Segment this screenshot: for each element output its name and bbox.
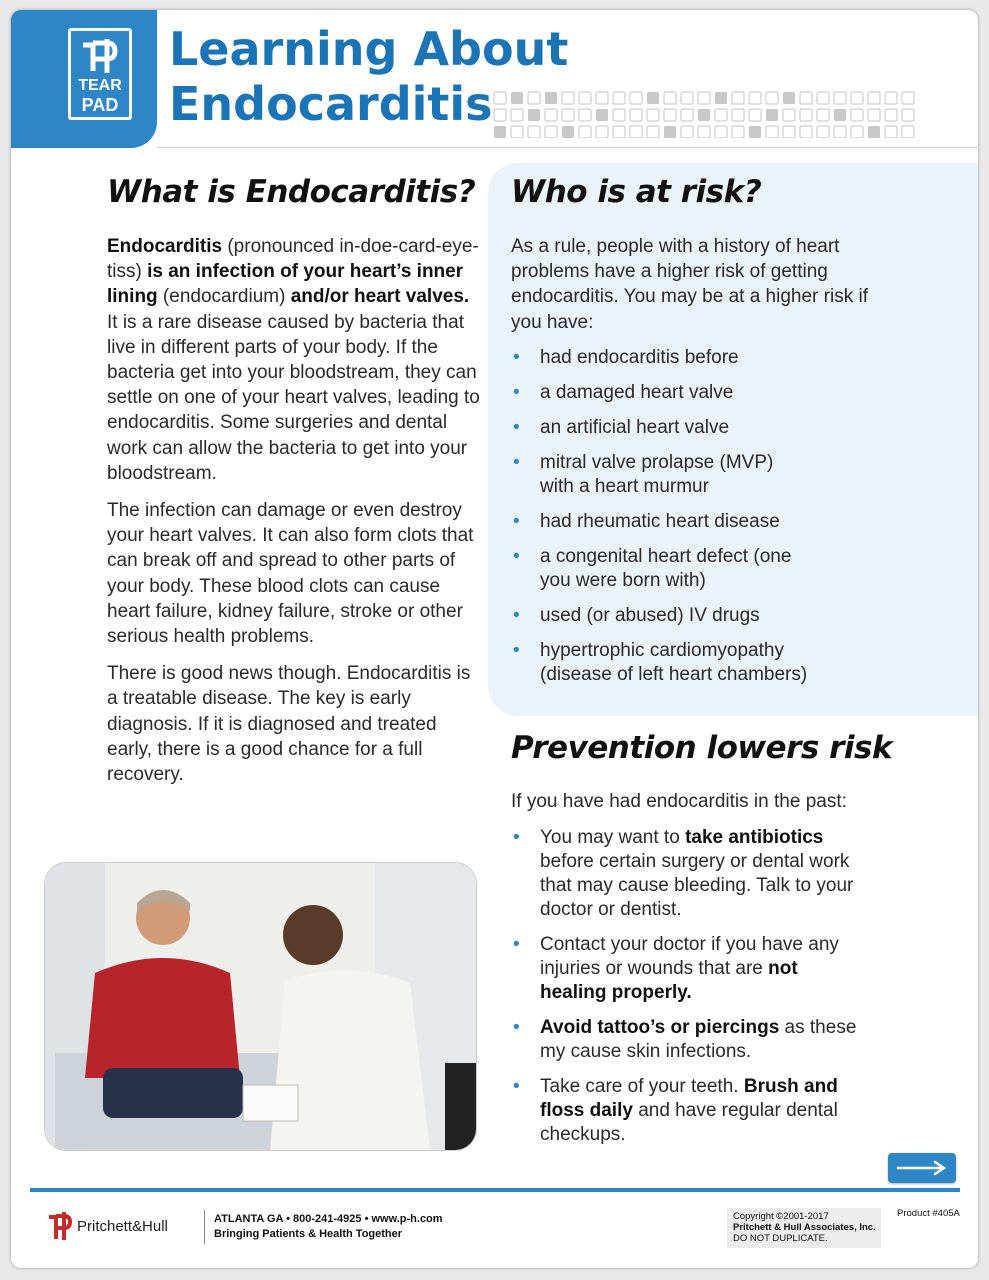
grid-square [902, 126, 914, 138]
grid-square [511, 109, 523, 121]
grid-square [749, 109, 761, 121]
copyright-box [727, 1208, 881, 1248]
grid-square [715, 109, 727, 121]
grid-square [681, 109, 693, 121]
grid-square [528, 109, 540, 121]
grid-square [698, 126, 710, 138]
prevention-text: before certain surgery or dental work that may cause bleeding. Talk to your doctor or dentist. [540, 851, 854, 920]
logo-text-pad: PAD [81, 95, 119, 115]
risk-item: • a congenital heart defect (one you were born with) [511, 545, 800, 593]
grid-square [511, 92, 523, 104]
ph-brand-icon [47, 1211, 73, 1241]
doctor-patient-photo [44, 862, 477, 1151]
grid-square [715, 92, 727, 104]
prevention-intro: If you have had endocarditis in the past: [511, 791, 847, 812]
handout-page [11, 10, 978, 1268]
grid-square [613, 109, 625, 121]
notice-line: DO NOT DUPLICATE. [733, 1233, 828, 1244]
grid-square [596, 109, 608, 121]
risk-item: • mitral valve prolapse (MVP) with a heart murmur [511, 451, 800, 499]
title-line-2: Endocarditis [169, 77, 493, 131]
grid-square [902, 109, 914, 121]
grid-square [511, 126, 523, 138]
grid-square [783, 126, 795, 138]
contact-line: ATLANTA GA • 800-241-4925 • www.p-h.com [214, 1213, 443, 1225]
prevention-text: and have regular dental checkups. [540, 1100, 838, 1145]
grid-square [732, 126, 744, 138]
product-number: Product #405A [897, 1208, 960, 1219]
definition-bold-1: is an infection of your heart’s inner lining [107, 261, 464, 308]
grid-square [817, 109, 829, 121]
grid-square [647, 92, 659, 104]
grid-square [579, 92, 591, 104]
grid-square [494, 92, 506, 104]
footer-rule [30, 1188, 960, 1192]
prevention-item [511, 933, 850, 1005]
title-line-1: Learning About [169, 22, 569, 76]
brand-name: Pritchett&Hull [77, 1217, 168, 1235]
risk-intro: As a rule, people with a history of heart problems have a higher risk of getting endocarditis. You may be at a higher risk if you have: [511, 236, 868, 333]
grid-square [783, 109, 795, 121]
grid-square [783, 92, 795, 104]
header-divider [157, 147, 978, 148]
grid-square [545, 126, 557, 138]
grid-square [732, 92, 744, 104]
prevention-text: You may want to [540, 827, 686, 848]
grid-square [596, 92, 608, 104]
prevention-text: Take care of your teeth. [540, 1076, 744, 1097]
grid-square [732, 109, 744, 121]
risk-item: • had endocarditis before [511, 346, 911, 370]
grid-square [579, 126, 591, 138]
risk-item: • a damaged heart valve [511, 381, 911, 405]
grid-square [800, 92, 812, 104]
grid-square [698, 109, 710, 121]
prevention-list [511, 826, 881, 1158]
grid-square [698, 92, 710, 104]
grid-square [562, 92, 574, 104]
grid-square [749, 92, 761, 104]
grid-square [613, 92, 625, 104]
arrow-right-icon [888, 1153, 956, 1183]
grid-square [885, 92, 897, 104]
prevention-bold: not healing properly. [540, 958, 798, 1003]
prevention-bold: take antibiotics [685, 827, 824, 848]
grid-square [800, 126, 812, 138]
definition-rest: It is a rare disease caused by bacteria that live in different parts of your body. If the bacteria get into your bloodstream, they can settle on one of your heart valves, leading to endocarditis. Some surgeries and dental work can allow the bacteria to get into your bloodstream. [107, 311, 480, 484]
grid-square [613, 126, 625, 138]
prevention-text: Contact your doctor if you have any injuries or wounds that are [540, 934, 839, 979]
grid-square [817, 126, 829, 138]
pritchett-hull-logo [47, 1211, 168, 1241]
paragraph-definition [107, 234, 482, 486]
grid-square [681, 92, 693, 104]
definition-bold-2: and/or heart valves. [290, 286, 470, 308]
grid-square [647, 126, 659, 138]
grid-square [800, 109, 812, 121]
grid-square [766, 109, 778, 121]
heading-what-is: What is Endocarditis? [107, 174, 476, 210]
ph-logo-icon [79, 37, 121, 75]
grid-square [596, 126, 608, 138]
logo-text-tear: TEAR [78, 77, 122, 94]
heading-prevention: Prevention lowers risk [511, 730, 893, 766]
grid-square [545, 92, 557, 104]
grid-square [630, 109, 642, 121]
paragraph-good-news: There is good news though. Endocarditis is a treatable disease. The key is early diagnosis. If it is diagnosed and treated early, there is a good chance for a full recovery. [107, 663, 471, 786]
risk-item: • had rheumatic heart disease [511, 510, 911, 534]
grid-square [868, 126, 880, 138]
prevention-text: as these my cause skin infections. [540, 1017, 857, 1062]
heading-who-at-risk: Who is at risk? [511, 174, 762, 210]
term-endocarditis: Endocarditis [107, 236, 223, 257]
grid-square [494, 126, 506, 138]
grid-square [851, 126, 863, 138]
paragraph-damage: The infection can damage or even destroy your heart valves. It can also form clots that can break off and spread to other parts of your body. These blood clots can cause heart failure, kidney failure, stroke or other serious health problems. [107, 500, 474, 648]
grid-square [545, 109, 557, 121]
grid-square [664, 92, 676, 104]
prevention-item [511, 1016, 880, 1064]
next-page-button[interactable] [888, 1153, 956, 1183]
grid-square [817, 92, 829, 104]
grid-square [902, 92, 914, 104]
grid-square [851, 92, 863, 104]
grid-square [766, 92, 778, 104]
grid-square [834, 109, 846, 121]
grid-square [562, 109, 574, 121]
grid-square [834, 92, 846, 104]
pronunciation: (pronounced in-doe-card-eye-tiss) [107, 236, 479, 283]
grid-square [579, 109, 591, 121]
risk-item: • used (or abused) IV drugs [511, 604, 911, 628]
tagline: Bringing Patients & Health Together [214, 1228, 403, 1240]
grid-square [647, 109, 659, 121]
grid-square [528, 92, 540, 104]
copyright-line: Copyright ©2001-2017 [733, 1211, 829, 1222]
grid-square [885, 126, 897, 138]
grid-square [749, 126, 761, 138]
grid-square [664, 109, 676, 121]
footer-contact [214, 1212, 443, 1242]
prevention-bold: Brush and floss daily [540, 1076, 838, 1121]
grid-square [664, 126, 676, 138]
grid-square [868, 92, 880, 104]
risk-item: • hypertrophic cardiomyopathy (disease of left heart chambers) [511, 639, 840, 687]
grid-square [868, 109, 880, 121]
grid-square [766, 126, 778, 138]
grid-square [715, 126, 727, 138]
grid-square [630, 126, 642, 138]
grid-square [851, 109, 863, 121]
grid-square [834, 126, 846, 138]
prevention-item [511, 826, 860, 922]
prevention-item [511, 1075, 840, 1147]
tear-pad-logo [68, 28, 132, 120]
company-line: Pritchett & Hull Associates, Inc. [733, 1222, 876, 1233]
decorative-square-grid [492, 90, 922, 138]
grid-square [630, 92, 642, 104]
header-band [11, 10, 157, 148]
endocardium-note: (endocardium) [157, 286, 291, 308]
grid-square [562, 126, 574, 138]
footer-divider [204, 1210, 205, 1244]
grid-square [528, 126, 540, 138]
prevention-bold: Avoid tattoo’s or piercings [540, 1017, 780, 1038]
grid-square [494, 109, 506, 121]
risk-list [511, 346, 911, 698]
risk-item: • an artificial heart valve [511, 416, 911, 440]
grid-square [885, 109, 897, 121]
grid-square [681, 126, 693, 138]
left-text [107, 234, 482, 799]
photo-illustration [45, 863, 476, 1150]
